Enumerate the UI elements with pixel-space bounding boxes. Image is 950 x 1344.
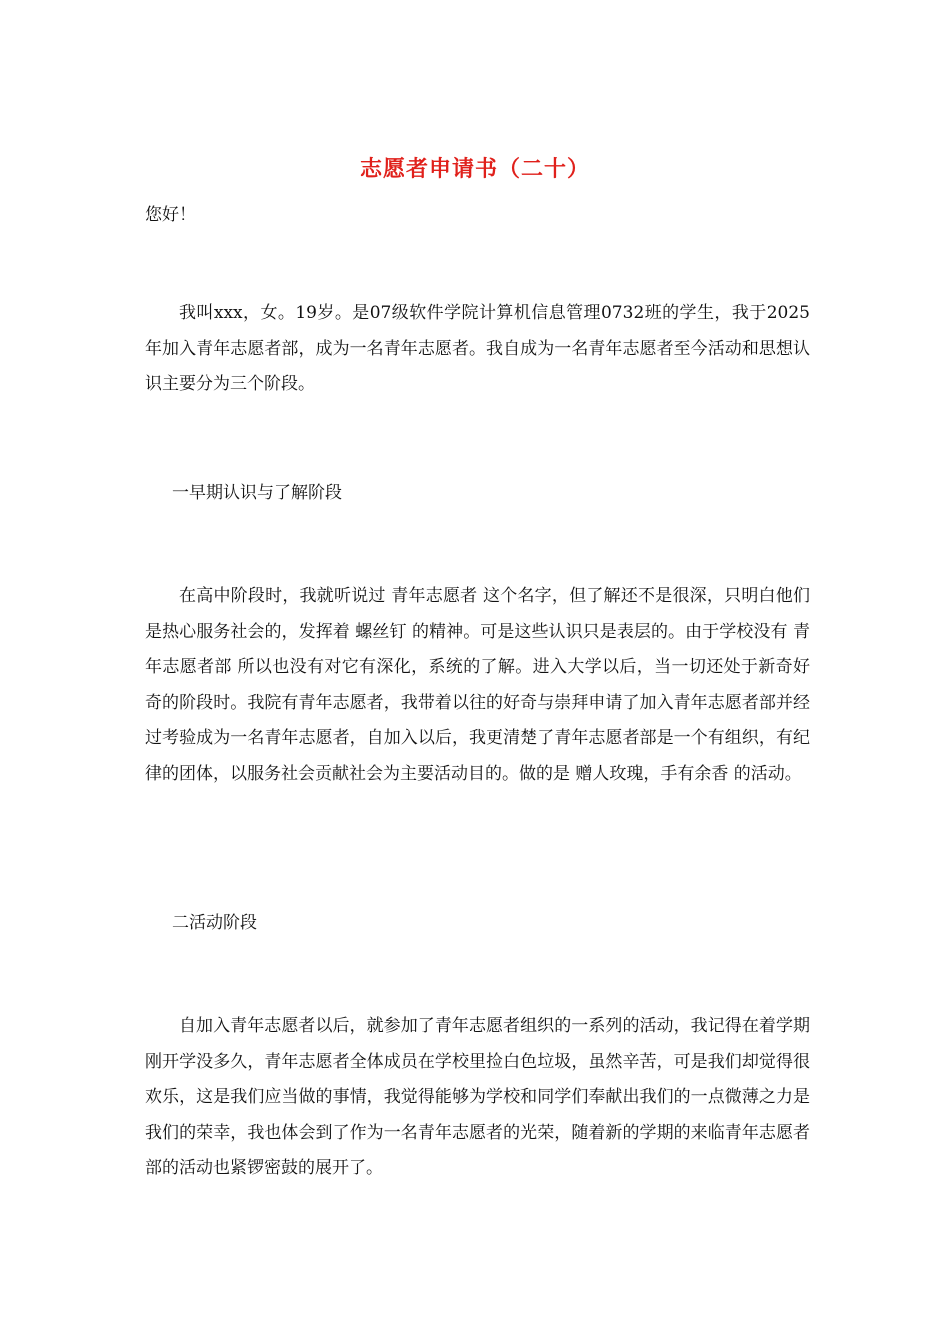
greeting: 您好！ (145, 205, 196, 225)
paragraph-early-stage: 在高中阶段时，我就听说过 青年志愿者 这个名字，但了解还不是很深，只明白他们是热心服务社会的，发挥着 螺丝钉 的精神。可是这些认识只是表层的。由于学校没有 青年志愿者部 所以也没有对它有深化，系统的了解。进入大学以后，当一切还处于新奇好奇的阶段时。我院有青年志愿者，我带着以往的好奇与崇拜申请了加入青年志愿者部并经过考验成为一名青年志愿者，自加入以后，我更清楚了青年志愿者部是一个有组织，有纪律的团体，以服务社会贡献社会为主要活动目的。做的是 赠人玫瑰，手有余香 的活动。 (145, 586, 810, 784)
paragraph-activity-stage: 自加入青年志愿者以后，就参加了青年志愿者组织的一系列的活动，我记得在着学期刚开学没多久，青年志愿者全体成员在学校里捡白色垃圾，虽然辛苦，可是我们却觉得很欢乐，这是我们应当做的事情，我觉得能够为学校和同学们奉献出我们的一点微薄之力是我们的荣幸，我也体会到了作为一名青年志愿者的光荣，随着新的学期的来临青年志愿者部的活动也紧锣密鼓的展开了。 (145, 1016, 810, 1178)
section-heading-activity-stage: 二活动阶段 (172, 913, 257, 933)
document-title: 志愿者申请书（二十） (359, 156, 590, 182)
section-heading-early-stage: 一早期认识与了解阶段 (172, 483, 342, 503)
paragraph-intro: 我叫xxx，女。19岁。是07级软件学院计算机信息管理0732班的学生，我于2025年加入青年志愿者部，成为一名青年志愿者。我自成为一名青年志愿者至今活动和思想认识主要分为三个阶段。 (145, 303, 810, 394)
